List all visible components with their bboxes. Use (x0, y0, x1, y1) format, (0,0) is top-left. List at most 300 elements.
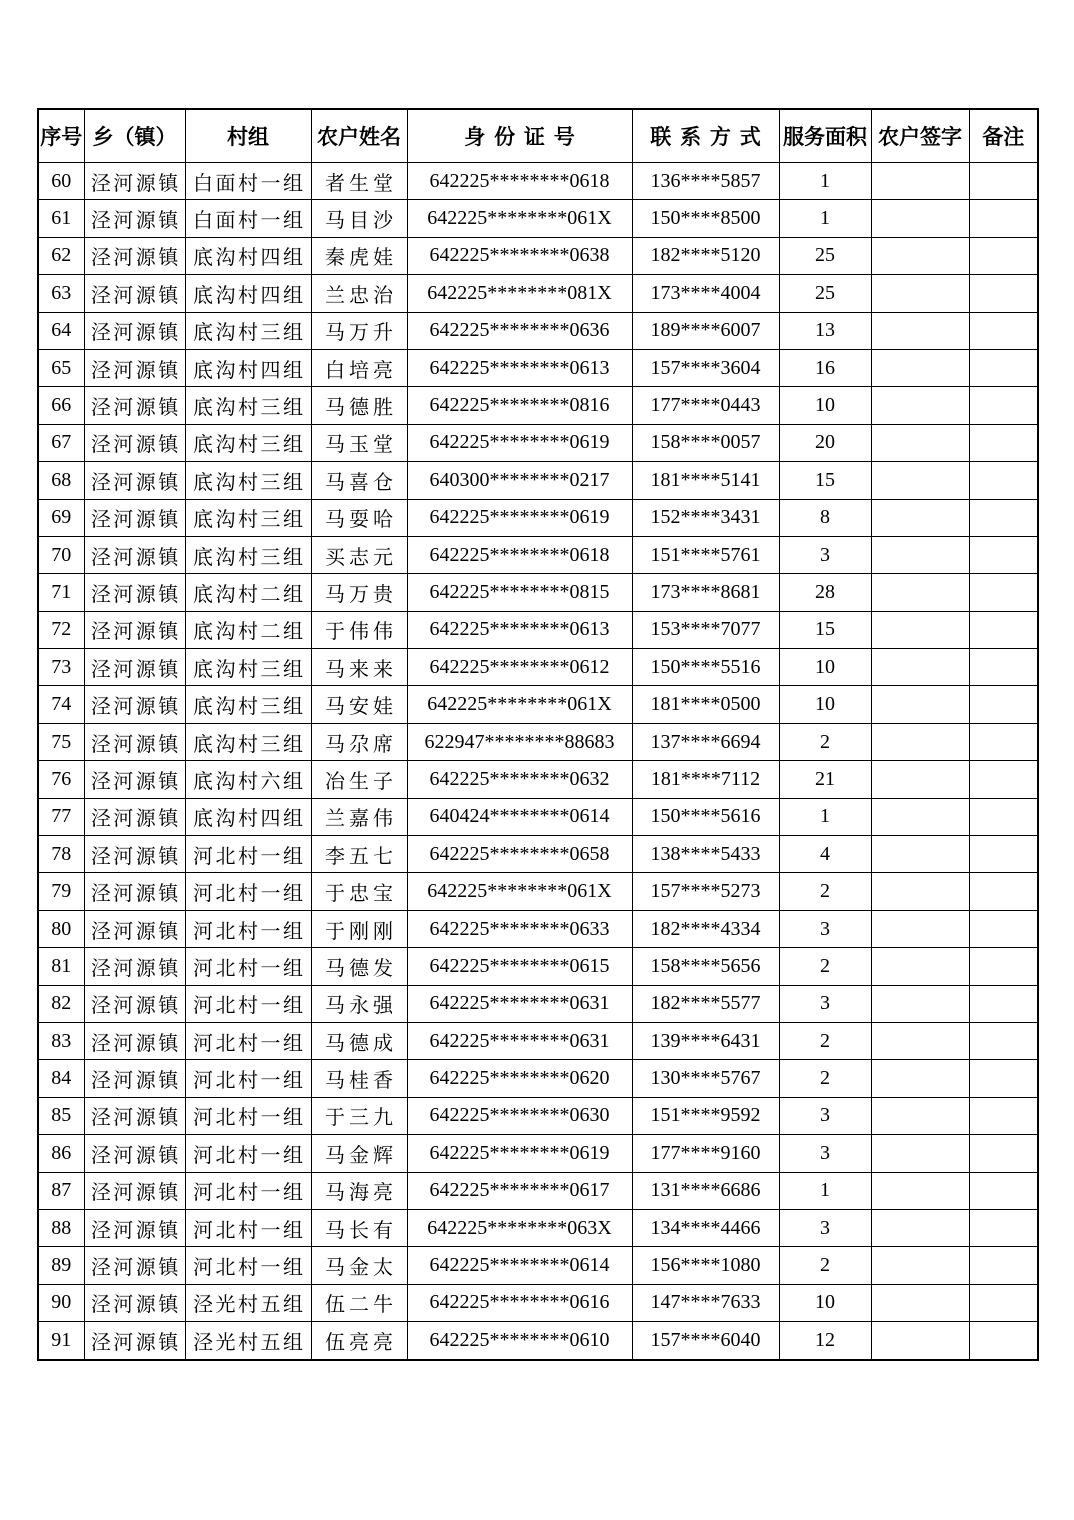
cell-id-number: 642225********0617 (407, 1172, 632, 1209)
col-header-village: 村组 (185, 109, 311, 163)
table-row (38, 985, 1038, 1022)
cell-town: 泾河源镇 (84, 499, 185, 536)
cell-note (969, 761, 1038, 798)
cell-id-number: 642225********0816 (407, 387, 632, 424)
cell-seq: 83 (38, 1022, 84, 1059)
cell-id-number: 642225********0610 (407, 1322, 632, 1360)
cell-signature (871, 723, 969, 760)
cell-phone: 157****3604 (632, 349, 779, 386)
cell-town: 泾河源镇 (84, 200, 185, 237)
cell-phone: 147****7633 (632, 1284, 779, 1321)
table-row (38, 761, 1038, 798)
cell-town: 泾河源镇 (84, 349, 185, 386)
cell-town: 泾河源镇 (84, 1322, 185, 1360)
cell-signature (871, 312, 969, 349)
cell-village: 底沟村四组 (185, 349, 311, 386)
cell-note (969, 1322, 1038, 1360)
cell-note (969, 723, 1038, 760)
cell-signature (871, 275, 969, 312)
cell-name: 兰嘉伟 (311, 798, 407, 835)
cell-id-number: 642225********0632 (407, 761, 632, 798)
cell-name: 于刚刚 (311, 910, 407, 947)
cell-signature (871, 574, 969, 611)
cell-area: 10 (779, 387, 871, 424)
cell-town: 泾河源镇 (84, 163, 185, 200)
cell-area: 2 (779, 1060, 871, 1097)
cell-phone: 152****3431 (632, 499, 779, 536)
cell-area: 3 (779, 985, 871, 1022)
cell-id-number: 640300********0217 (407, 462, 632, 499)
cell-id-number: 642225********0616 (407, 1284, 632, 1321)
table-row (38, 873, 1038, 910)
cell-seq: 74 (38, 686, 84, 723)
cell-signature (871, 1284, 969, 1321)
cell-name: 马金辉 (311, 1135, 407, 1172)
cell-name: 冶生子 (311, 761, 407, 798)
cell-seq: 91 (38, 1322, 84, 1360)
cell-seq: 62 (38, 237, 84, 274)
cell-village: 泾光村五组 (185, 1284, 311, 1321)
table-row (38, 1172, 1038, 1209)
cell-phone: 181****7112 (632, 761, 779, 798)
cell-name: 马长有 (311, 1209, 407, 1246)
cell-village: 底沟村三组 (185, 312, 311, 349)
cell-area: 1 (779, 163, 871, 200)
cell-id-number: 642225********0613 (407, 349, 632, 386)
cell-id-number: 642225********0619 (407, 499, 632, 536)
cell-note (969, 1060, 1038, 1097)
cell-id-number: 642225********0615 (407, 948, 632, 985)
cell-phone: 150****8500 (632, 200, 779, 237)
cell-name: 马海亮 (311, 1172, 407, 1209)
cell-name: 于伟伟 (311, 611, 407, 648)
cell-village: 河北村一组 (185, 1135, 311, 1172)
cell-town: 泾河源镇 (84, 649, 185, 686)
cell-name: 马目沙 (311, 200, 407, 237)
cell-note (969, 1209, 1038, 1246)
cell-note (969, 873, 1038, 910)
cell-village: 底沟村二组 (185, 574, 311, 611)
cell-id-number: 642225********0613 (407, 611, 632, 648)
cell-name: 马耍哈 (311, 499, 407, 536)
cell-seq: 72 (38, 611, 84, 648)
cell-village: 底沟村三组 (185, 499, 311, 536)
cell-signature (871, 499, 969, 536)
cell-note (969, 275, 1038, 312)
cell-village: 白面村一组 (185, 163, 311, 200)
cell-note (969, 536, 1038, 573)
cell-id-number: 642225********0636 (407, 312, 632, 349)
cell-id-number: 642225********0658 (407, 836, 632, 873)
cell-name: 李五七 (311, 836, 407, 873)
cell-id-number: 642225********0612 (407, 649, 632, 686)
cell-seq: 77 (38, 798, 84, 835)
cell-village: 底沟村四组 (185, 798, 311, 835)
cell-name: 于三九 (311, 1097, 407, 1134)
cell-area: 15 (779, 462, 871, 499)
cell-seq: 65 (38, 349, 84, 386)
cell-id-number: 642225********0618 (407, 163, 632, 200)
table-row (38, 836, 1038, 873)
cell-town: 泾河源镇 (84, 1209, 185, 1246)
cell-town: 泾河源镇 (84, 387, 185, 424)
col-header-note: 备注 (969, 109, 1038, 163)
cell-signature (871, 985, 969, 1022)
cell-town: 泾河源镇 (84, 985, 185, 1022)
table-row (38, 910, 1038, 947)
cell-name: 于忠宝 (311, 873, 407, 910)
cell-village: 底沟村三组 (185, 723, 311, 760)
cell-name: 马万升 (311, 312, 407, 349)
cell-note (969, 1022, 1038, 1059)
cell-town: 泾河源镇 (84, 1097, 185, 1134)
cell-area: 1 (779, 1172, 871, 1209)
col-header-name: 农户姓名 (311, 109, 407, 163)
cell-id-number: 642225********0614 (407, 1247, 632, 1284)
cell-name: 马安娃 (311, 686, 407, 723)
cell-phone: 181****0500 (632, 686, 779, 723)
cell-signature (871, 611, 969, 648)
cell-name: 马喜仓 (311, 462, 407, 499)
cell-phone: 181****5141 (632, 462, 779, 499)
cell-phone: 150****5516 (632, 649, 779, 686)
cell-id-number: 622947********88683 (407, 723, 632, 760)
table-row (38, 1060, 1038, 1097)
cell-seq: 86 (38, 1135, 84, 1172)
cell-area: 3 (779, 910, 871, 947)
cell-seq: 71 (38, 574, 84, 611)
cell-town: 泾河源镇 (84, 1284, 185, 1321)
cell-town: 泾河源镇 (84, 611, 185, 648)
cell-seq: 68 (38, 462, 84, 499)
table-row (38, 1097, 1038, 1134)
table-row (38, 948, 1038, 985)
table-row (38, 349, 1038, 386)
cell-seq: 75 (38, 723, 84, 760)
cell-name: 者生堂 (311, 163, 407, 200)
table-row (38, 574, 1038, 611)
table-row (38, 387, 1038, 424)
cell-note (969, 312, 1038, 349)
cell-area: 2 (779, 948, 871, 985)
col-header-area: 服务面积 (779, 109, 871, 163)
cell-signature (871, 873, 969, 910)
cell-seq: 85 (38, 1097, 84, 1134)
cell-name: 马德发 (311, 948, 407, 985)
cell-seq: 90 (38, 1284, 84, 1321)
cell-town: 泾河源镇 (84, 536, 185, 573)
cell-phone: 151****9592 (632, 1097, 779, 1134)
col-header-phone: 联系方式 (632, 109, 779, 163)
cell-note (969, 1172, 1038, 1209)
cell-phone: 130****5767 (632, 1060, 779, 1097)
cell-phone: 177****9160 (632, 1135, 779, 1172)
cell-phone: 139****6431 (632, 1022, 779, 1059)
cell-town: 泾河源镇 (84, 1247, 185, 1284)
cell-note (969, 686, 1038, 723)
table-body (38, 163, 1038, 1360)
cell-note (969, 349, 1038, 386)
cell-name: 伍二牛 (311, 1284, 407, 1321)
cell-village: 河北村一组 (185, 1060, 311, 1097)
cell-area: 8 (779, 499, 871, 536)
cell-village: 泾光村五组 (185, 1322, 311, 1360)
cell-name: 白培亮 (311, 349, 407, 386)
cell-name: 马永强 (311, 985, 407, 1022)
cell-town: 泾河源镇 (84, 1135, 185, 1172)
cell-area: 2 (779, 873, 871, 910)
cell-seq: 73 (38, 649, 84, 686)
cell-area: 21 (779, 761, 871, 798)
cell-area: 2 (779, 1247, 871, 1284)
cell-note (969, 424, 1038, 461)
cell-phone: 182****5120 (632, 237, 779, 274)
cell-seq: 78 (38, 836, 84, 873)
cell-seq: 60 (38, 163, 84, 200)
cell-phone: 153****7077 (632, 611, 779, 648)
cell-note (969, 611, 1038, 648)
cell-area: 10 (779, 649, 871, 686)
cell-id-number: 642225********0618 (407, 536, 632, 573)
cell-town: 泾河源镇 (84, 237, 185, 274)
cell-note (969, 1247, 1038, 1284)
table-row (38, 798, 1038, 835)
table-row (38, 1284, 1038, 1321)
cell-area: 12 (779, 1322, 871, 1360)
table-row (38, 237, 1038, 274)
table-row (38, 163, 1038, 200)
cell-name: 马万贵 (311, 574, 407, 611)
table-row (38, 536, 1038, 573)
cell-id-number: 642225********0815 (407, 574, 632, 611)
cell-area: 4 (779, 836, 871, 873)
cell-area: 2 (779, 723, 871, 760)
cell-signature (871, 1322, 969, 1360)
cell-id-number: 642225********0633 (407, 910, 632, 947)
farmer-roster-table (37, 108, 1039, 1361)
table-row (38, 686, 1038, 723)
table-row (38, 200, 1038, 237)
cell-village: 河北村一组 (185, 1247, 311, 1284)
cell-seq: 67 (38, 424, 84, 461)
cell-phone: 134****4466 (632, 1209, 779, 1246)
cell-area: 16 (779, 349, 871, 386)
cell-phone: 189****6007 (632, 312, 779, 349)
cell-signature (871, 200, 969, 237)
cell-signature (871, 237, 969, 274)
cell-id-number: 642225********0631 (407, 985, 632, 1022)
cell-seq: 87 (38, 1172, 84, 1209)
cell-note (969, 200, 1038, 237)
table-row (38, 1135, 1038, 1172)
cell-village: 底沟村三组 (185, 424, 311, 461)
cell-seq: 64 (38, 312, 84, 349)
cell-signature (871, 910, 969, 947)
cell-id-number: 642225********0631 (407, 1022, 632, 1059)
col-header-town: 乡（镇） (84, 109, 185, 163)
cell-phone: 182****4334 (632, 910, 779, 947)
cell-town: 泾河源镇 (84, 462, 185, 499)
cell-phone: 137****6694 (632, 723, 779, 760)
cell-seq: 76 (38, 761, 84, 798)
cell-signature (871, 462, 969, 499)
cell-id-number: 640424********0614 (407, 798, 632, 835)
cell-town: 泾河源镇 (84, 910, 185, 947)
table-row (38, 424, 1038, 461)
cell-village: 底沟村三组 (185, 649, 311, 686)
cell-town: 泾河源镇 (84, 948, 185, 985)
cell-signature (871, 1022, 969, 1059)
cell-note (969, 1284, 1038, 1321)
cell-id-number: 642225********0620 (407, 1060, 632, 1097)
cell-name: 秦虎娃 (311, 237, 407, 274)
cell-id-number: 642225********063X (407, 1209, 632, 1246)
cell-signature (871, 1209, 969, 1246)
cell-note (969, 985, 1038, 1022)
cell-village: 底沟村四组 (185, 237, 311, 274)
table-row (38, 462, 1038, 499)
table-row (38, 312, 1038, 349)
cell-phone: 173****8681 (632, 574, 779, 611)
cell-area: 1 (779, 200, 871, 237)
cell-phone: 157****6040 (632, 1322, 779, 1360)
cell-id-number: 642225********061X (407, 200, 632, 237)
cell-area: 25 (779, 275, 871, 312)
cell-town: 泾河源镇 (84, 1022, 185, 1059)
cell-name: 马尕席 (311, 723, 407, 760)
cell-area: 10 (779, 686, 871, 723)
cell-area: 3 (779, 1135, 871, 1172)
cell-phone: 158****0057 (632, 424, 779, 461)
cell-name: 马玉堂 (311, 424, 407, 461)
cell-village: 底沟村三组 (185, 536, 311, 573)
cell-town: 泾河源镇 (84, 686, 185, 723)
cell-seq: 82 (38, 985, 84, 1022)
cell-phone: 182****5577 (632, 985, 779, 1022)
cell-phone: 157****5273 (632, 873, 779, 910)
cell-village: 河北村一组 (185, 873, 311, 910)
cell-town: 泾河源镇 (84, 424, 185, 461)
col-header-id-number: 身份证号 (407, 109, 632, 163)
cell-signature (871, 836, 969, 873)
cell-phone: 158****5656 (632, 948, 779, 985)
cell-village: 河北村一组 (185, 1022, 311, 1059)
cell-signature (871, 1247, 969, 1284)
cell-area: 15 (779, 611, 871, 648)
table-row (38, 723, 1038, 760)
cell-town: 泾河源镇 (84, 574, 185, 611)
cell-signature (871, 948, 969, 985)
cell-signature (871, 1097, 969, 1134)
cell-village: 底沟村四组 (185, 275, 311, 312)
cell-signature (871, 387, 969, 424)
cell-note (969, 574, 1038, 611)
cell-seq: 79 (38, 873, 84, 910)
cell-seq: 61 (38, 200, 84, 237)
cell-village: 河北村一组 (185, 985, 311, 1022)
cell-phone: 173****4004 (632, 275, 779, 312)
col-header-seq: 序号 (38, 109, 84, 163)
cell-seq: 89 (38, 1247, 84, 1284)
cell-village: 河北村一组 (185, 1172, 311, 1209)
cell-signature (871, 536, 969, 573)
cell-name: 兰忠治 (311, 275, 407, 312)
cell-village: 河北村一组 (185, 836, 311, 873)
cell-town: 泾河源镇 (84, 1060, 185, 1097)
cell-area: 3 (779, 536, 871, 573)
cell-area: 3 (779, 1097, 871, 1134)
cell-note (969, 649, 1038, 686)
cell-id-number: 642225********061X (407, 686, 632, 723)
cell-note (969, 387, 1038, 424)
cell-signature (871, 1135, 969, 1172)
cell-id-number: 642225********081X (407, 275, 632, 312)
cell-town: 泾河源镇 (84, 1172, 185, 1209)
cell-village: 底沟村三组 (185, 387, 311, 424)
cell-town: 泾河源镇 (84, 798, 185, 835)
cell-phone: 138****5433 (632, 836, 779, 873)
cell-village: 河北村一组 (185, 948, 311, 985)
cell-village: 河北村一组 (185, 910, 311, 947)
cell-signature (871, 798, 969, 835)
cell-seq: 88 (38, 1209, 84, 1246)
table-row (38, 1022, 1038, 1059)
cell-name: 马德成 (311, 1022, 407, 1059)
cell-area: 10 (779, 1284, 871, 1321)
cell-seq: 66 (38, 387, 84, 424)
cell-id-number: 642225********0638 (407, 237, 632, 274)
table-row (38, 649, 1038, 686)
cell-seq: 80 (38, 910, 84, 947)
cell-village: 白面村一组 (185, 200, 311, 237)
cell-phone: 131****6686 (632, 1172, 779, 1209)
cell-note (969, 1097, 1038, 1134)
cell-village: 底沟村六组 (185, 761, 311, 798)
cell-note (969, 499, 1038, 536)
cell-id-number: 642225********0630 (407, 1097, 632, 1134)
cell-area: 20 (779, 424, 871, 461)
cell-signature (871, 1060, 969, 1097)
cell-seq: 70 (38, 536, 84, 573)
cell-name: 马来来 (311, 649, 407, 686)
cell-note (969, 1135, 1038, 1172)
table-row (38, 1209, 1038, 1246)
cell-area: 2 (779, 1022, 871, 1059)
cell-phone: 151****5761 (632, 536, 779, 573)
cell-name: 马德胜 (311, 387, 407, 424)
cell-signature (871, 163, 969, 200)
table-row (38, 1247, 1038, 1284)
cell-area: 28 (779, 574, 871, 611)
cell-name: 伍亮亮 (311, 1322, 407, 1360)
cell-town: 泾河源镇 (84, 312, 185, 349)
cell-area: 3 (779, 1209, 871, 1246)
cell-seq: 63 (38, 275, 84, 312)
cell-seq: 69 (38, 499, 84, 536)
cell-town: 泾河源镇 (84, 723, 185, 760)
cell-area: 13 (779, 312, 871, 349)
cell-seq: 84 (38, 1060, 84, 1097)
cell-village: 河北村一组 (185, 1209, 311, 1246)
cell-note (969, 836, 1038, 873)
header-row (38, 109, 1038, 163)
cell-phone: 177****0443 (632, 387, 779, 424)
table-row (38, 275, 1038, 312)
cell-id-number: 642225********0619 (407, 424, 632, 461)
cell-town: 泾河源镇 (84, 873, 185, 910)
cell-village: 底沟村二组 (185, 611, 311, 648)
cell-note (969, 462, 1038, 499)
